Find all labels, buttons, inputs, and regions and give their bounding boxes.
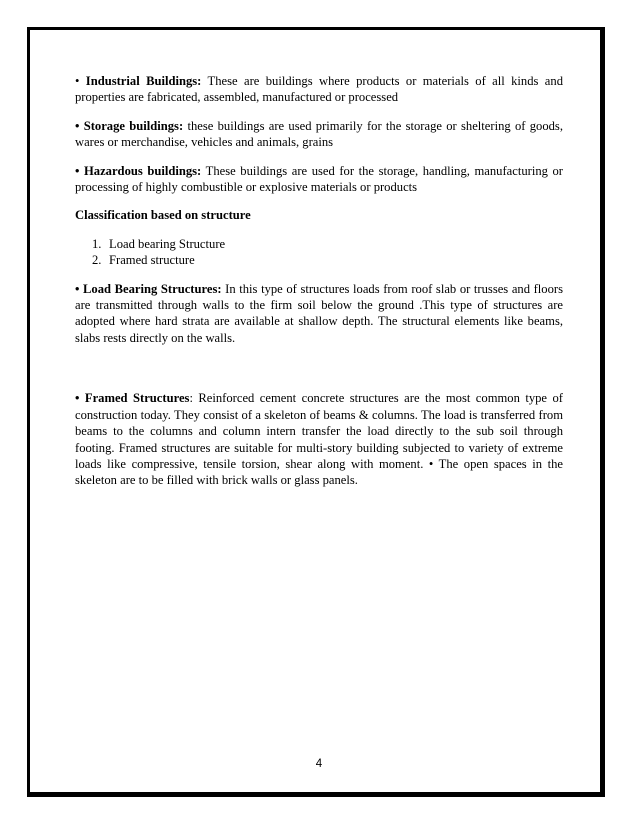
term-framed-structures: • Framed Structures (75, 391, 190, 406)
list-item (75, 236, 563, 252)
list-item-number: 1. (92, 236, 102, 251)
definition-storage-buildings: these buildings are used primarily for the storage or sheltering of goods, wares or merchandise, vehicles and animals, grains (75, 118, 563, 150)
paragraph-load-bearing-structures (75, 281, 563, 347)
paragraph-industrial-buildings (75, 73, 563, 106)
definition-framed-structures: : Reinforced cement concrete structures are the most common type of construction today. They consist of a skeleton of beams & columns. The load is transferred from beams to the columns and column intern transfer the load directly to the sub soil through footing. Framed structures are suitable for multi-story building subjected to variety of extreme loads like compressive, tensile torsion, shear along with moment. • The open spaces in the skeleton are to be filled with brick walls or glass panels. (75, 391, 563, 488)
term-hazardous-buildings: • Hazardous buildings: (75, 163, 202, 178)
list-item (75, 252, 563, 268)
bullet-prefix: • (75, 74, 86, 88)
list-item-number: 2. (92, 253, 102, 268)
definition-hazardous-buildings: These buildings are used for the storage, handling, manufacturing or processing of highly combustible or explosive materials or products (75, 163, 563, 195)
definition-load-bearing-structures: In this type of structures loads from roof slab or trusses and floors are transmitted through walls to the firm soil below the ground .This type of structures are adopted where hard strata are available at shallow depth. The structural elements like beams, slabs rests directly on the walls. (75, 281, 563, 345)
list-item-label: Framed structure (109, 253, 195, 268)
term-storage-buildings: • Storage buildings: (75, 118, 184, 133)
paragraph-storage-buildings (75, 118, 563, 151)
section-heading-classification: Classification based on structure (75, 208, 251, 223)
definition-industrial-buildings: These are buildings where products or materials of all kinds and properties are fabricated, assembled, manufactured or processed (75, 74, 563, 105)
document-body (75, 73, 563, 489)
term-load-bearing-structures: • Load Bearing Structures: (75, 281, 222, 296)
paragraph-hazardous-buildings (75, 163, 563, 196)
page-number: 4 (315, 758, 323, 770)
term-industrial-buildings: Industrial Buildings: (85, 74, 202, 88)
paragraph-framed-structures (75, 390, 563, 488)
list-item-label: Load bearing Structure (109, 236, 226, 251)
classification-list (75, 236, 563, 269)
